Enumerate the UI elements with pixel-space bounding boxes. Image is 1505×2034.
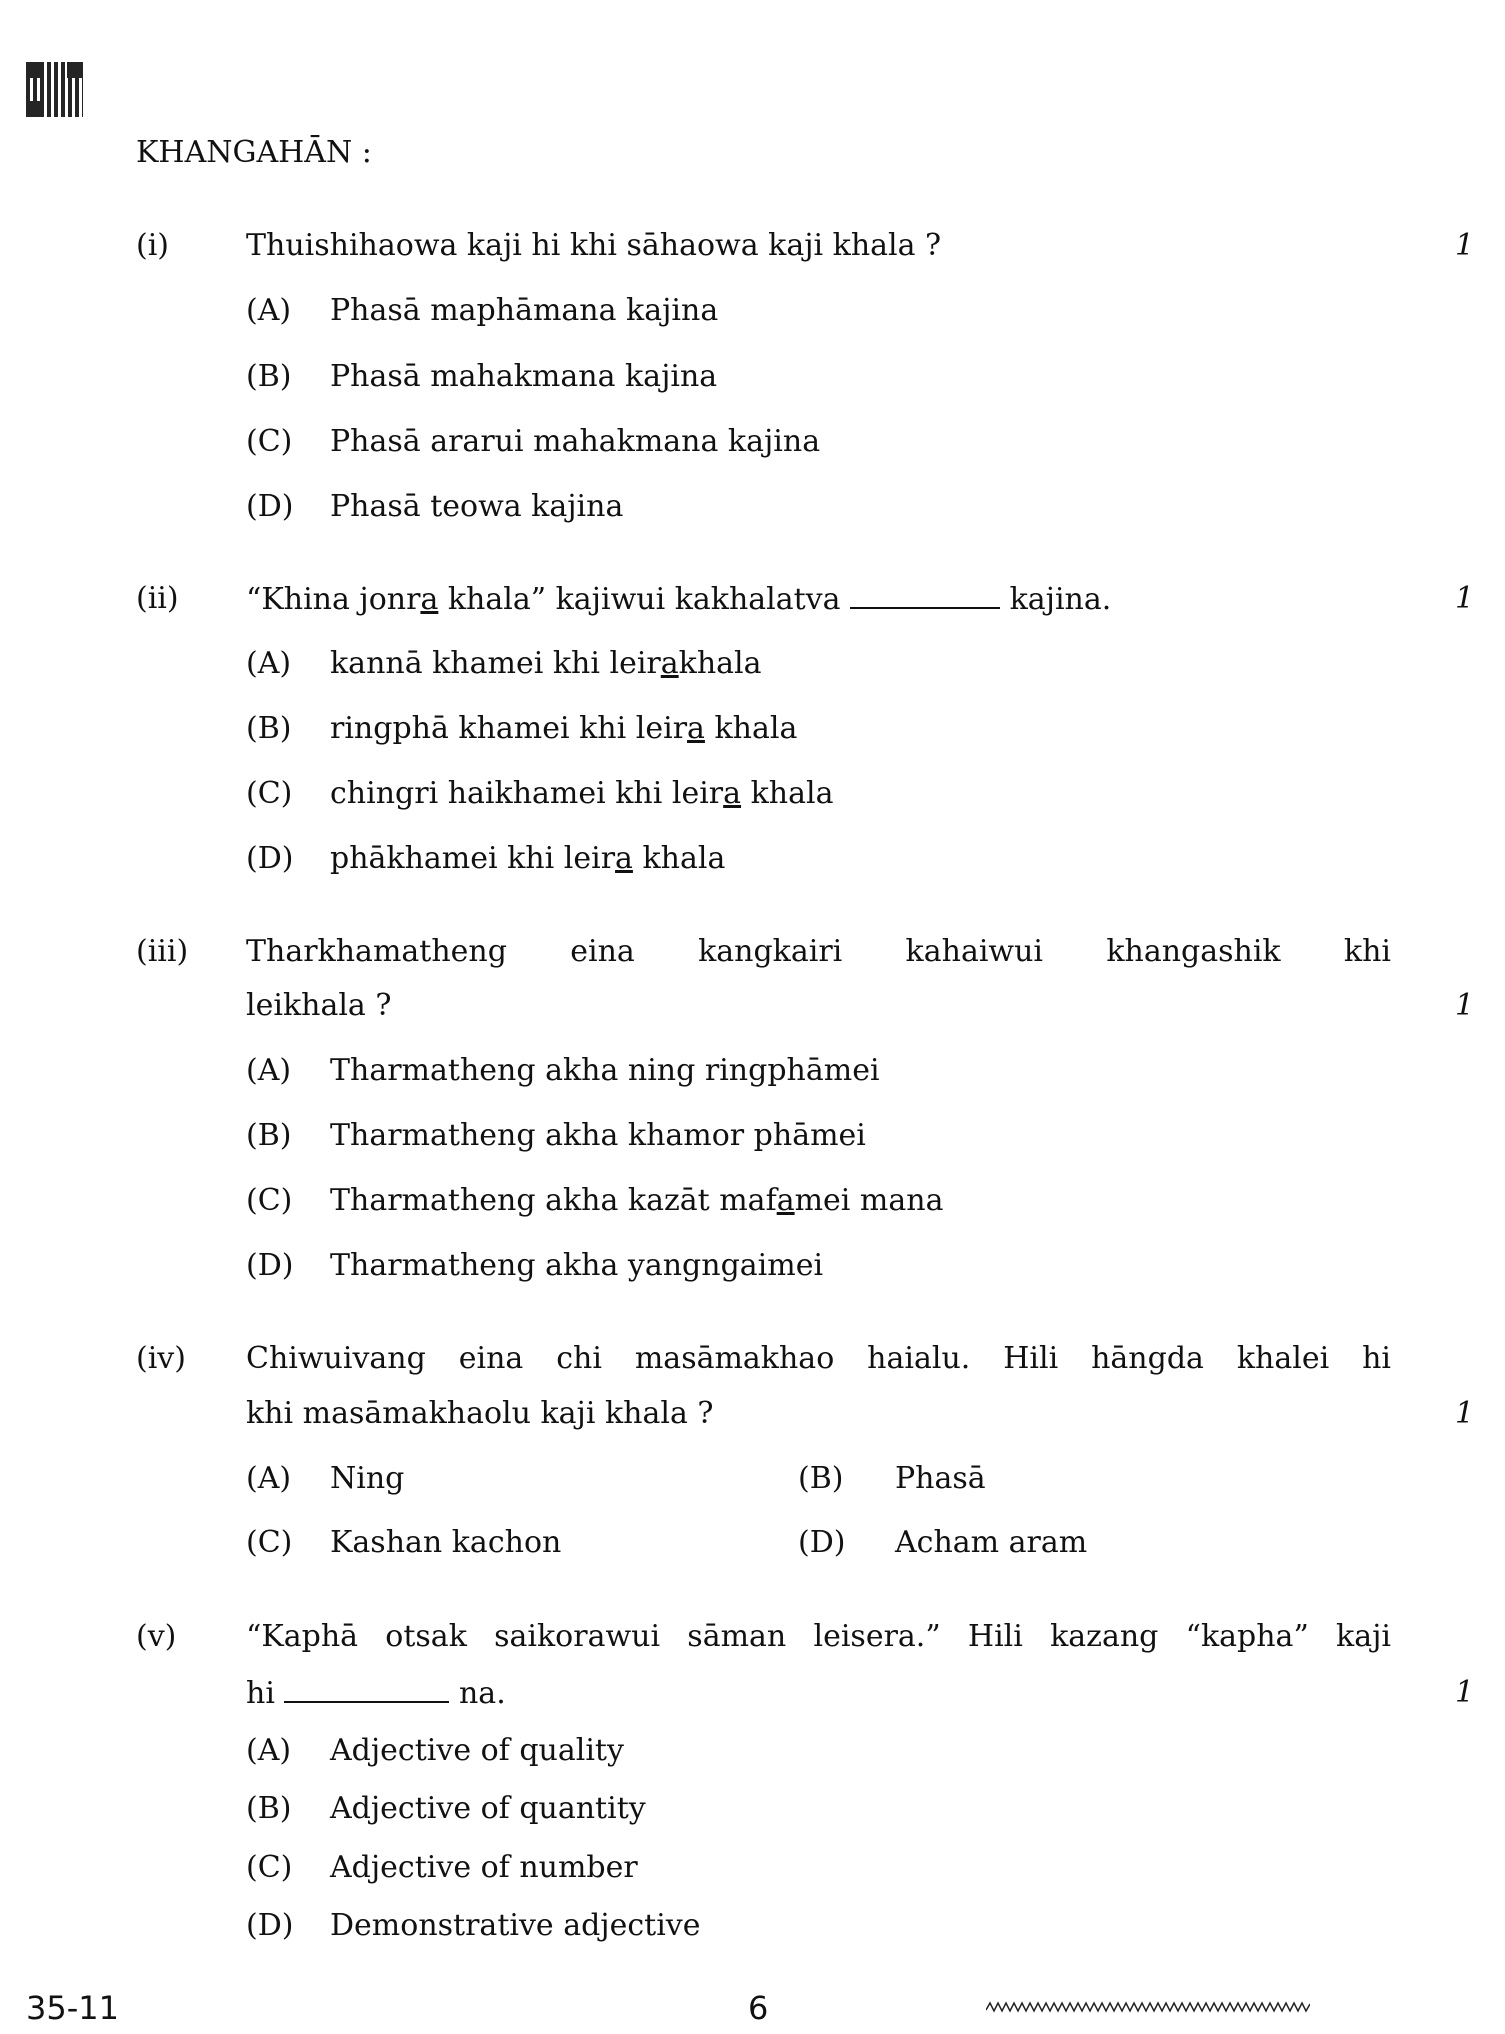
question-marks: 1 <box>1455 988 1475 1023</box>
option-text: Tharmatheng akha khamor phāmei <box>330 1118 866 1153</box>
option-text: Phasā teowa kajina <box>330 489 624 524</box>
option-label: (D) <box>246 1908 294 1943</box>
question-text-line2: leikhala ? <box>246 988 392 1023</box>
option-text: Phasā ararui mahakmana kajina <box>330 424 821 459</box>
option-label: (D) <box>246 841 294 876</box>
option-text: Adjective of quality <box>330 1733 624 1768</box>
option-text: Ning <box>330 1461 405 1496</box>
question-marks: 1 <box>1455 228 1475 263</box>
option-text <box>330 711 797 747</box>
text-part: khala” kajiwui kakhalatva <box>438 582 851 617</box>
option-text: Phasā <box>895 1461 986 1496</box>
question-marks: 1 <box>1455 581 1475 616</box>
option-label: (A) <box>246 1733 292 1768</box>
fill-blank <box>284 1675 449 1703</box>
underlined-letter: a <box>723 776 742 811</box>
option-text: Acham aram <box>895 1525 1088 1560</box>
question-number: (i) <box>136 228 170 263</box>
option-label: (B) <box>798 1461 844 1496</box>
option-text: Phasā mahakmana kajina <box>330 359 718 394</box>
option-label: (A) <box>246 1053 292 1088</box>
option-label: (B) <box>246 1118 292 1153</box>
question-number: (iii) <box>136 934 189 969</box>
paper-code: 35-11 <box>26 1989 119 2027</box>
question-text-line1: Chiwuivang eina chi masāmakhao haialu. Hili hāngda khalei hi <box>246 1341 1391 1376</box>
question-text <box>246 581 1111 618</box>
option-label: (D) <box>246 1248 294 1283</box>
option-label: (C) <box>246 776 293 811</box>
underlined-letter: a <box>420 582 439 617</box>
underlined-letter: a <box>776 1183 795 1218</box>
text-part: “Khina jonr <box>246 582 421 617</box>
text-part: khala <box>704 711 798 746</box>
qr-code <box>26 62 83 117</box>
option-text: Adjective of quantity <box>330 1791 646 1826</box>
option-label: (C) <box>246 1183 293 1218</box>
option-label: (B) <box>246 711 292 746</box>
option-text: Tharmatheng akha ning ringphāmei <box>330 1053 880 1088</box>
text-part: kannā khamei khi leir <box>330 646 661 681</box>
option-label: (C) <box>246 1850 293 1885</box>
text-part: Tharmatheng akha kazāt maf <box>330 1183 777 1218</box>
question-number: (iv) <box>136 1341 186 1376</box>
option-label: (A) <box>246 1461 292 1496</box>
option-text <box>330 841 725 877</box>
option-text <box>330 776 833 812</box>
option-label: (B) <box>246 359 292 394</box>
question-text-line2 <box>246 1675 506 1712</box>
question-number: (ii) <box>136 581 179 616</box>
option-label: (D) <box>798 1525 846 1560</box>
question-text: Thuishihaowa kaji hi khi sāhaowa kaji khala ? <box>246 228 942 263</box>
question-text-line1: “Kaphā otsak saikorawui sāman leisera.” Hili kazang “kapha” kaji <box>246 1619 1391 1654</box>
option-text: Adjective of number <box>330 1850 638 1885</box>
question-text-line1: Tharkhamatheng eina kangkairi kahaiwui khangashik khi <box>246 934 1391 969</box>
question-marks: 1 <box>1455 1396 1475 1431</box>
option-label: (C) <box>246 1525 293 1560</box>
text-part: kajina. <box>1000 582 1112 617</box>
section-title: KHANGAHĀN : <box>136 135 372 170</box>
text-part: chingri haikhamei khi leir <box>330 776 724 811</box>
option-text <box>330 1183 943 1219</box>
option-label: (B) <box>246 1791 292 1826</box>
text-part: phākhamei khi leir <box>330 841 616 876</box>
underlined-letter: a <box>687 711 705 746</box>
question-number: (v) <box>136 1619 177 1654</box>
option-text: Kashan kachon <box>330 1525 562 1560</box>
text-part: khala <box>741 776 834 811</box>
question-marks: 1 <box>1455 1675 1475 1710</box>
text-part: hi <box>246 1676 285 1711</box>
text-part: na. <box>449 1676 506 1711</box>
option-text: Demonstrative adjective <box>330 1908 701 1943</box>
option-label: (D) <box>246 489 294 524</box>
text-part: khala <box>632 841 726 876</box>
text-part: mei mana <box>794 1183 944 1218</box>
text-part: khala <box>678 646 762 681</box>
option-label: (A) <box>246 293 292 328</box>
fill-blank <box>850 581 1000 609</box>
wavy-line-decoration <box>986 2000 1310 2014</box>
question-text-line2: khi masāmakhaolu kaji khala ? <box>246 1396 714 1431</box>
text-part: ringphā khamei khi leir <box>330 711 688 746</box>
option-label: (A) <box>246 646 292 681</box>
option-label: (C) <box>246 424 293 459</box>
page-number: 6 <box>748 1989 769 2027</box>
underlined-letter: a <box>660 646 679 681</box>
option-text: Tharmatheng akha yangngaimei <box>330 1248 824 1283</box>
option-text <box>330 646 762 682</box>
underlined-letter: a <box>615 841 633 876</box>
option-text: Phasā maphāmana kajina <box>330 293 719 328</box>
